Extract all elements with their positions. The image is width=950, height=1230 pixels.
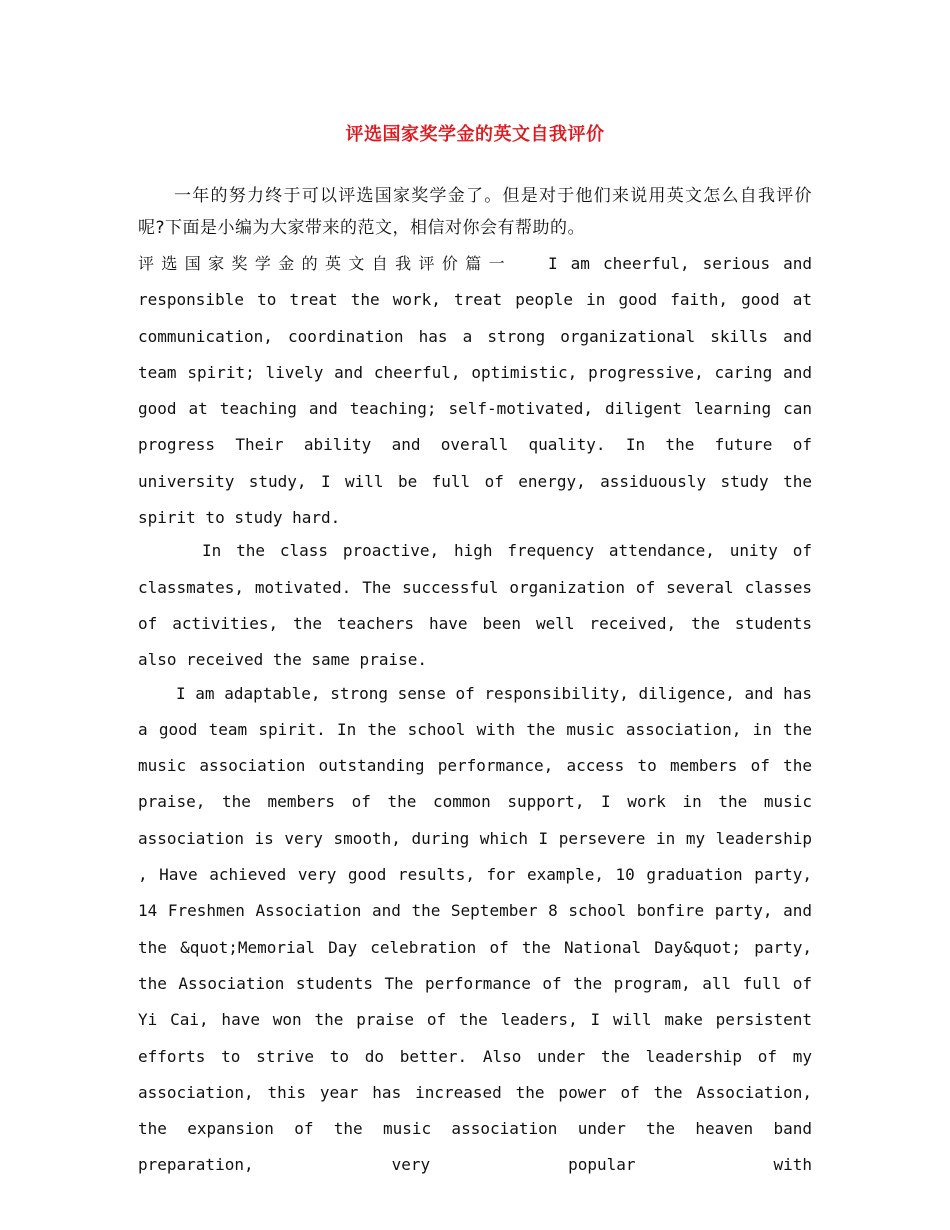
paragraph-3: I am adaptable, strong sense of responsibility, diligence, and has a good team spirit. In the school with the music association, in the music association outstanding performance, access to members of the praise, the members of the common support, I work in the music association is very smooth, during which I persevere in my leadership , Have achieved very good results, for example, 10 graduation party, 14 Freshmen Association and the September 8 school bonfire party, and the &quot;Memorial Day celebration of the National Day&quot; party, the Association students The performance of the program, all full of Yi Cai, have won the praise of the leaders, I will make persistent efforts to strive to do better. Also under the leadership of my association, this year has increased the power of the Association, the expansion of the music association under the heaven band preparation, very popular with bbox=[138, 683, 812, 1175]
section-heading: 评选国家奖学金的英文自我评价篇一 bbox=[138, 254, 513, 273]
document-body bbox=[138, 180, 812, 1184]
paragraph-1 bbox=[138, 246, 812, 536]
paragraph-1-text: I am cheerful, serious and responsible to treat the work, treat people in good faith, good at communication, coordination has a strong organizational skills and team spirit; lively and cheerful, optimistic, progressive, caring and good at teaching and teaching; self-motivated, diligent learning can progress Their ability and overall quality. In the future of university study, I will be full of energy, assiduously study the spirit to study hard. bbox=[138, 254, 812, 528]
document-title: 评选国家奖学金的英文自我评价 bbox=[345, 124, 605, 145]
intro-paragraph: 一年的努力终于可以评选国家奖学金了。但是对于他们来说用英文怎么自我评价呢?下面是小编为大家带来的范文，相信对你会有帮助的。 bbox=[138, 186, 812, 238]
paragraph-2: In the class proactive, high frequency attendance, unity of classmates, motivated. The successful organization of several classes of activities, the teachers have been well received, the students also received the same praise. bbox=[138, 541, 812, 670]
